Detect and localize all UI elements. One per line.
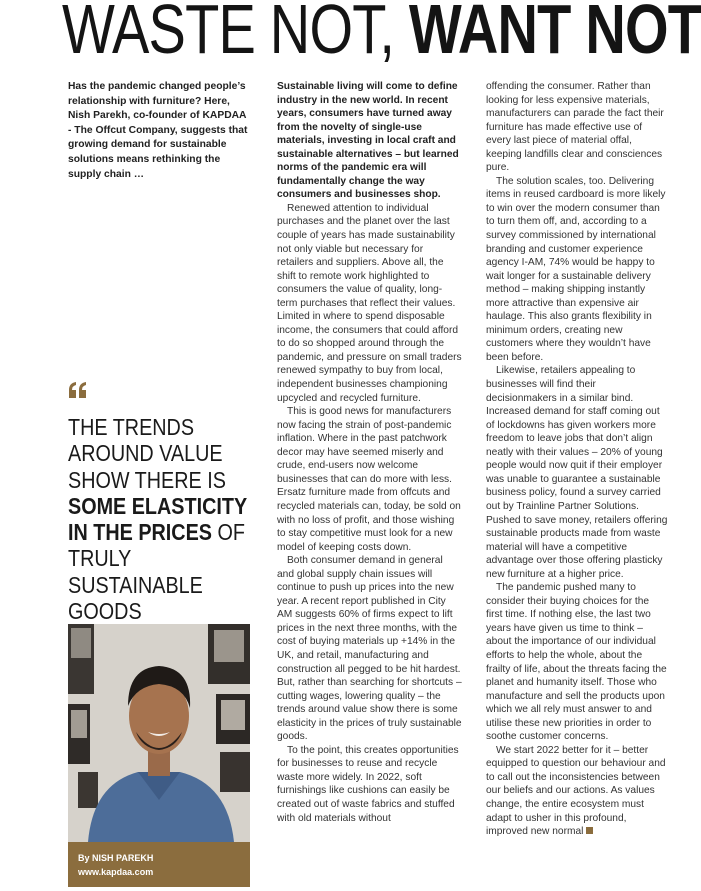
- headline-bold: WANT NOT: [408, 0, 701, 68]
- pull-quote-part1: THE TRENDS AROUND VALUE SHOW THERE IS: [68, 414, 226, 493]
- body-paragraph-3: Both consumer demand in general and global supply chain issues will continue to push up prices into the new year. A recent report published in City AM suggests 60% of firms expect to lift prices in the next three months, with the cost of buying materials up +14% in the UK, and retail, manufacturing and construction all pegged to be hit hardest. But, rather than searching for shortcuts – cutting wages, lowering quality – the trends around value show there is some elasticity in the prices of truly sustainable goods.: [277, 555, 462, 743]
- body-paragraph-5: The solution scales, too. Delivering items in reused cardboard is more likely to win over the modern consumer than to turn them off, and, according to a survey commissioned by international branding and customer experience agency I-AM, 74% would be happy to wait longer for a sustainable delivery method – making shipping instantly more attractive than expensive air haulage. This also grants flexibility in minimum orders, creating new customers where they wouldn’t have been before.: [486, 175, 666, 363]
- pull-quote-part2: OF TRULY SUSTAINABLE GOODS: [68, 519, 245, 625]
- headline-light: WASTE NOT,: [62, 0, 409, 68]
- headline: [62, 0, 701, 68]
- right-column: [486, 80, 668, 839]
- end-square-icon: [586, 827, 593, 834]
- pull-quote-bold: SOME ELASTICITY IN THE PRICES: [68, 492, 247, 546]
- standfirst: Has the pandemic changed people’s relationship with furniture? Here, Nish Parekh, co-founder of KAPDAA - The Offcut Company, suggests that growing demand for sustainable solutions means rethinking the supply chain …: [68, 81, 248, 180]
- closing-text: We start 2022 better for it – better equipped to question our behaviour and to call out the inconsistencies between our beliefs and our actions. As values change, the entire ecosystem must adapt to usher in this profound, improved new normal: [486, 744, 666, 838]
- middle-column: [277, 80, 462, 825]
- body-paragraph-1: Renewed attention to individual purchases and the planet over the last couple of years has made sustainability not only viable but necessary for retailers and suppliers. Above all, the shift to remote work highlighted to consumers the value of quality, long-term purchases that reflect their values. Limited in where to spend disposable income, the consumers that could afford to do so shopped around through the pandemic, and pressure on small traders renewed sympathy to buy from local, independent businesses championing upcycled and recycled furniture.: [277, 202, 462, 404]
- left-column: [68, 80, 250, 182]
- open-quote-icon: [68, 382, 88, 398]
- author-photo: [68, 624, 250, 842]
- body-paragraph-8: [486, 744, 668, 839]
- body-paragraph-2: This is good news for manufacturers now facing the strain of post-pandemic inflation. Where in the past patchwork decor may have seemed miserly and crude, end-users now welcome businesses that can do more with less. Ersatz furniture made from offcuts and recycled materials can, today, be sold on with no loss of profit, and those wishing to stay competitive must look for a new model of keeping costs down.: [277, 406, 461, 553]
- body-paragraph-7: The pandemic pushed many to consider their buying choices for the first time. If nothing else, the last two years have given us time to think – about the importance of our individual efforts to help the whole, about the frailty of life, about the threats facing the planet and humanity itself. Those who manufacture and sell the products upon which we all rely must answer to and utilise these new priorities in order to soothe customer concerns.: [486, 582, 667, 743]
- author-portrait-image: [68, 624, 250, 842]
- byline-box: [68, 842, 250, 887]
- body-paragraph-6: Likewise, retailers appealing to businesses will find their decisionmakers in a similar bind. Increased demand for staff coming out of lockdowns has given workers more freedom to leave jobs that don’t align neatly with their values – 20% of young people would now quit if their employer was unable to guarantee a sustainable business policy, found a survey carried out by Trainline Partner Solutions. Pushed to save money, retailers offering sustainable products made from waste material will have a competitive advantage over those offering plasticky new furniture at a higher price.: [486, 365, 668, 580]
- body-paragraph-4-continued: offending the consumer. Rather than looking for less expensive materials, manufacturers can parade the fact their furniture has made effective use of every last piece of material offal, keeping landfills clear and consciences pure.: [486, 81, 664, 174]
- lead-paragraph: Sustainable living will come to define industry in the new world. In recent years, consumers have turned away from the novelty of single-use materials, investing in local craft and sustainable alternatives – but learned norms of the pandemic era will fundamentally change the way consumers and businesses shop.: [277, 81, 459, 201]
- body-paragraph-4: To the point, this creates opportunities for businesses to reuse and recycle waste more widely. In 2022, soft furnishings like cushions can easily be created out of waste fabrics and stuffed with old materials without: [277, 744, 459, 824]
- byline-url[interactable]: www.kapdaa.com: [78, 867, 154, 877]
- byline-name: By NISH PAREKH: [78, 853, 154, 863]
- pull-quote: [68, 414, 266, 624]
